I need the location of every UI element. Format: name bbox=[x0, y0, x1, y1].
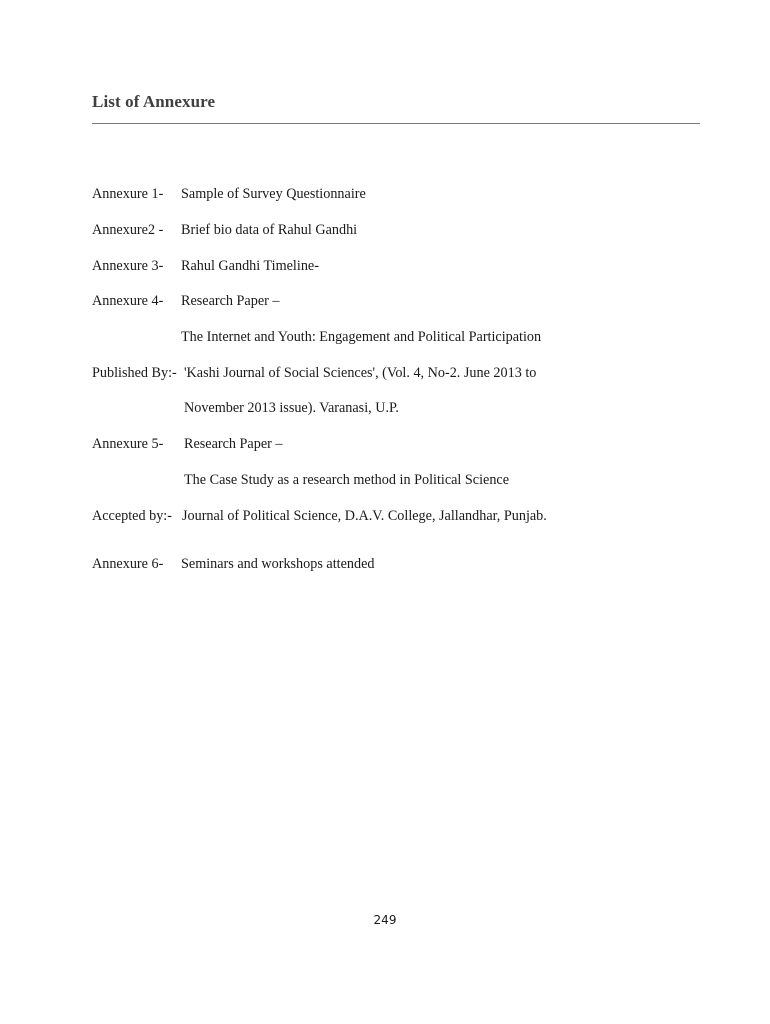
page-title: List of Annexure bbox=[92, 92, 216, 111]
annexure-5-text: Research Paper – bbox=[184, 436, 283, 452]
annexure-1-text: Sample of Survey Questionnaire bbox=[181, 186, 366, 202]
accepted-by-label: Accepted by:- bbox=[92, 508, 172, 524]
annexure-5-subtitle: The Case Study as a research method in Political Science bbox=[184, 472, 510, 488]
published-by-label: Published By:- bbox=[92, 365, 177, 381]
page-number: 249 bbox=[373, 913, 397, 927]
accepted-by-text: Journal of Political Science, D.A.V. College, Jallandhar, Punjab. bbox=[182, 508, 547, 524]
title-divider bbox=[92, 123, 700, 124]
annexure-3-label: Annexure 3- bbox=[92, 258, 164, 274]
annexure-2-text: Brief bio data of Rahul Gandhi bbox=[181, 222, 358, 238]
published-by-text: 'Kashi Journal of Social Sciences', (Vol. 4, No-2. June 2013 to bbox=[184, 365, 537, 381]
annexure-6-label: Annexure 6- bbox=[92, 556, 164, 572]
annexure-1-label: Annexure 1- bbox=[92, 186, 164, 202]
published-by-text-cont: November 2013 issue). Varanasi, U.P. bbox=[184, 400, 399, 416]
annexure-3-text: Rahul Gandhi Timeline- bbox=[181, 258, 319, 274]
annexure-4-label: Annexure 4- bbox=[92, 293, 164, 309]
annexure-4-subtitle: The Internet and Youth: Engagement and Political Participation bbox=[181, 329, 542, 345]
annexure-4-text: Research Paper – bbox=[181, 293, 280, 309]
annexure-6-text: Seminars and workshops attended bbox=[181, 556, 375, 572]
annexure-2-label: Annexure2 - bbox=[92, 222, 164, 238]
annexure-5-label: Annexure 5- bbox=[92, 436, 164, 452]
